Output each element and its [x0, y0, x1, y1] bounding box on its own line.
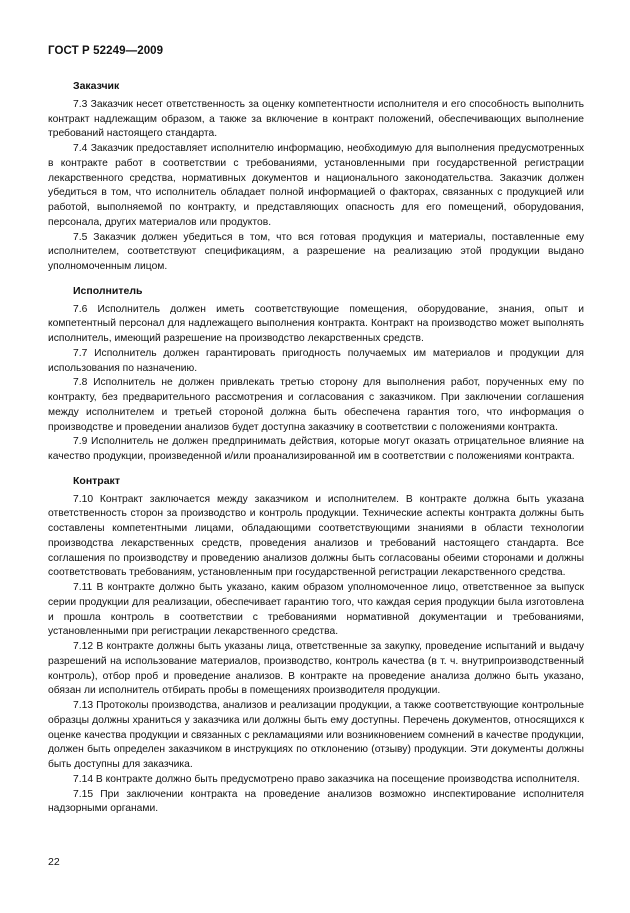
document-header: ГОСТ Р 52249—2009 — [48, 45, 164, 57]
paragraph-7-3: 7.3 Заказчик несет ответственность за оценку компетентности исполнителя и его способность выполнить контракт надлежащим образом, а также за включение в контракт положений, обеспечивающих выполнение требований настоящего стандарта. — [48, 98, 584, 140]
paragraph-7-7: 7.7 Исполнитель должен гарантировать пригодность получаемых им материалов и продукции для использования по назначению. — [48, 347, 584, 374]
document-body — [48, 79, 584, 817]
paragraph-7-10: 7.10 Контракт заключается между заказчиком и исполнителем. В контракте должна быть указана ответственность сторон за производство и контроль продукции. Технические аспекты контракта должны быть составлены компетентными лицами, обладающими соответствующими знаниями в области технологии производства лекарственных средств, проведения анализов и требований настоящего стандарта. Все соглашения по производству и проведению анализов должны быть согласованы обеими сторонами и должны соответствовать требованиям, установленным при государственной регистрации лекарственного средства. — [48, 493, 584, 579]
paragraph-7-12: 7.12 В контракте должны быть указаны лица, ответственные за закупку, проведение испытаний и выдачу разрешений на использование материалов, производство, контроль качества (в т. ч. внутрипроизводственный контроль), отбор проб и проведение анализов. В контракте на проведение анализа должно быть указано, обязан ли исполнитель отбирать пробы в помещениях производителя продукции. — [48, 641, 584, 697]
paragraph-7-13: 7.13 Протоколы производства, анализов и реализации продукции, а также соответствующие контрольные образцы должны храниться у заказчика или должны быть ему доступны. Перечень документов, относящихся к оценке качества продукции и связанных с рекламациями или возникновением сомнений в качестве продукции, должен быть определен заказчиком в инструкциях по отклонению (отзыву) продукции. Эти документы должны быть доступны для заказчика. — [48, 700, 584, 770]
paragraph-7-4: 7.4 Заказчик предоставляет исполнителю информацию, необходимую для выполнения предусмотренных в контракте работ в соответствии с требованиями, установленными при государственной регистрации лекарственного средства, нормативных документов и национального законодательства. Заказчик должен убедиться в том, что исполнитель обладает полной информацией о факторах, связанных с продукцией или работой, выполняемой по контракту, и представляющих опасность для его помещений, оборудования, персонала, других материалов или продуктов. — [48, 143, 584, 228]
section-heading-customer: Заказчик — [73, 80, 120, 92]
paragraph-7-9: 7.9 Исполнитель не должен предпринимать действия, которые могут оказать отрицательное влияние на качество продукции, произведенной и/или проанализированной им в соответствии с положениями контракта. — [48, 436, 584, 462]
paragraph-7-8: 7.8 Исполнитель не должен привлекать третью сторону для выполнения работ, порученных ему по контракту, без предварительного рассмотрения и согласования с заказчиком. При заключении соглашения между исполнителем и третьей стороной должна быть обеспечена гарантия того, что информация о производстве и проведении анализов будет доступна заказчику в соответствии с положениями контракта. — [48, 377, 584, 433]
paragraph-7-5: 7.5 Заказчик должен убедиться в том, что вся готовая продукция и материалы, поставленные ему исполнителем, соответствуют спецификациям, а разрешение на реализацию этой продукции выдано уполномоченным лицом. — [48, 231, 584, 272]
section-heading-contractor: Исполнитель — [73, 284, 143, 297]
page-number: 22 — [48, 856, 60, 868]
section-heading-contract: Контракт — [73, 474, 120, 487]
paragraph-7-14: 7.14 В контракте должно быть предусмотрено право заказчика на посещение производства исполнителя. — [73, 773, 580, 785]
paragraph-7-15: 7.15 При заключении контракта на проведение анализов возможно инспектирование исполнителя надзорными органами. — [48, 788, 584, 815]
paragraph-7-11: 7.11 В контракте должно быть указано, каким образом уполномоченное лицо, ответственное за выпуск серии продукции для реализации, обеспечивает гарантию того, что каждая серия продукции была изготовлена и прошла контроль в соответствии с требованиями нормативной документации и требованиями, установленными при регистрации лекарственного средства. — [48, 582, 584, 638]
paragraph-7-6: 7.6 Исполнитель должен иметь соответствующие помещения, оборудование, знания, опыт и компетентный персонал для надлежащего выполнения контракта. Контракт на производство может выполнять исполнитель, имеющий разрешение на производство лекарственных средств. — [48, 303, 584, 344]
